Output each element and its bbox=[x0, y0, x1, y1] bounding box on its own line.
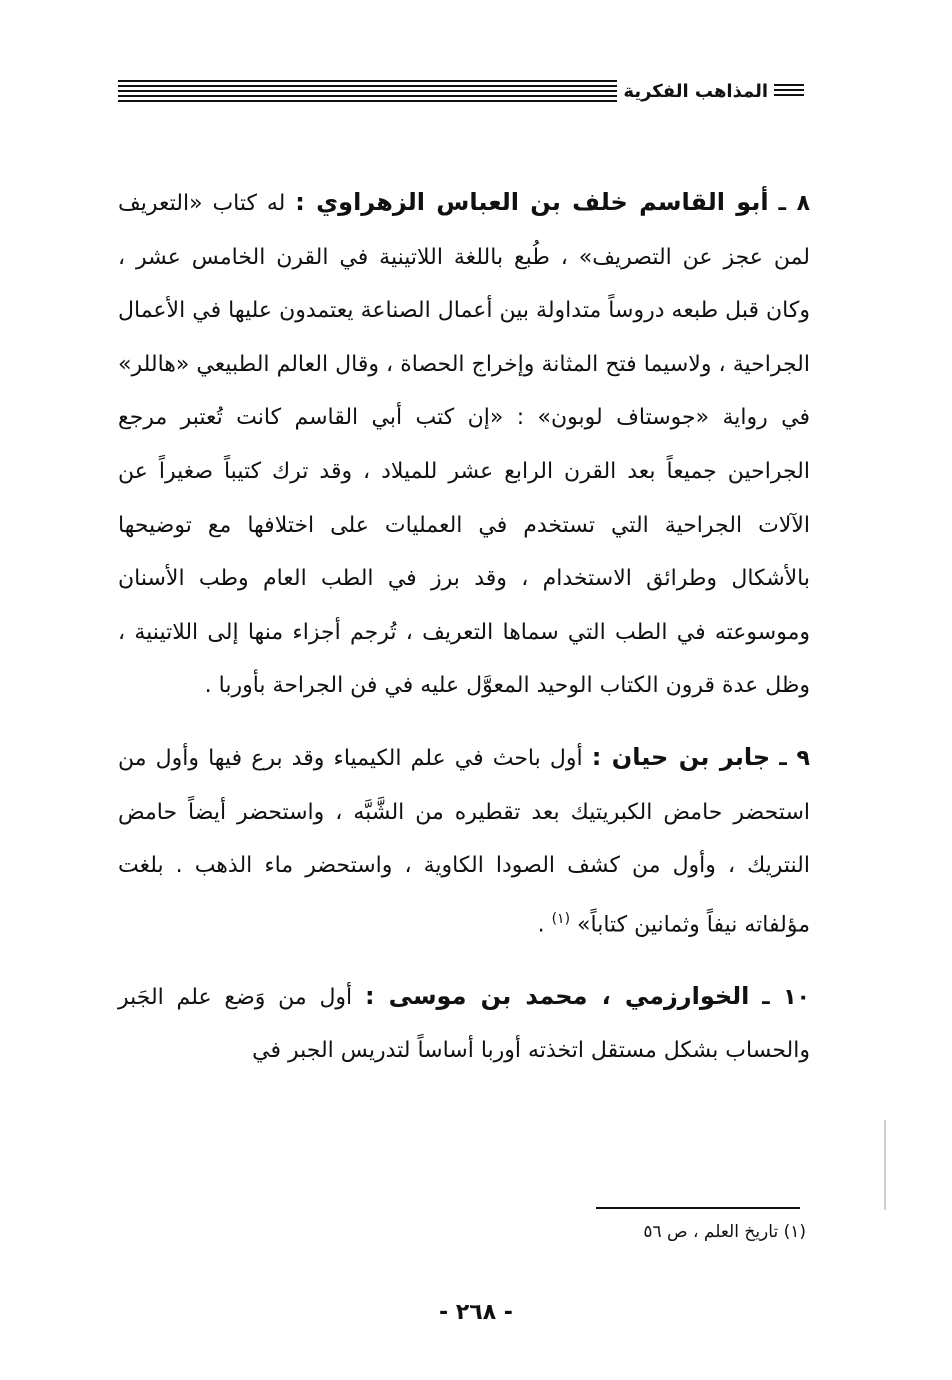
footnote-reference[interactable]: (١) bbox=[551, 910, 571, 927]
entry-8 bbox=[118, 176, 810, 713]
page-number: - ٢٦٨ - bbox=[439, 1300, 513, 1325]
header-rule-long bbox=[118, 80, 617, 102]
entry-10 bbox=[118, 970, 810, 1078]
entry-number: ٨ ـ bbox=[778, 191, 810, 216]
entry-number: ١٠ ـ bbox=[762, 984, 810, 1010]
entry-name: الخوارزمي ، محمد بن موسى : bbox=[364, 981, 750, 1010]
entry-9 bbox=[118, 731, 810, 952]
entry-number: ٩ ـ bbox=[779, 745, 810, 771]
header-title: المذاهب الفكرية bbox=[623, 80, 768, 102]
running-header bbox=[118, 76, 804, 106]
entry-text: أول من وَضع علم الجَبر والحساب بشكل مستقل اتخذته أوربا أساساً لتدريس الجبر في bbox=[118, 984, 810, 1064]
main-text bbox=[118, 176, 810, 1078]
entry-text-end: . bbox=[537, 912, 545, 938]
footnote-divider bbox=[596, 1207, 800, 1209]
entry-name: جابر بن حيان : bbox=[591, 742, 771, 771]
entry-text: له كتاب «التعريف لمن عجز عن التصريف» ، طُبع باللغة اللاتينية في القرن الخامس عشر ، وكان قبل طبعه دروساً متداولة بين أعمال الصناعة يعتمدون عليها في الأعمال الجراحية ، ولاسيما فتح المثانة وإخراج الحصاة ، وقال العالم الطبيعي «هاللر» في رواية «جوستاف لوبون» : «إن كتب أبي القاسم كانت تُعتبر مرجع الجراحين جميعاً بعد القرن الرابع عشر للميلاد ، وقد ترك كتيباً صغيراً عن الآلات الجراحية التي تستخدم في العمليات على اختلافها مع توضيحها بالأشكال وطرائق الاستخدام ، وقد برز في الطب العام وطب الأسنان وموسوعته في الطب التي سماها التعريف ، تُرجم أجزاء منها إلى اللاتينية ، وظل عدة قرون الكتاب الوحيد المعوَّل عليه في فن الجراحة بأوربا . bbox=[118, 191, 810, 699]
entry-name: أبو القاسم خلف بن العباس الزهراوي : bbox=[295, 188, 769, 216]
footnote: (١) تاريخ العلم ، ص ٥٦ bbox=[643, 1222, 806, 1242]
header-rule-short bbox=[774, 84, 804, 98]
entry-text: أول باحث في علم الكيمياء وقد برع فيها وأول من استحضر حامض الكبريتيك بعد تقطيره من الشَّبَّه ، واستحضر أيضاً حامض النتريك ، وأول من كشف الصودا الكاوية ، واستحضر ماء الذهب . بلغت مؤلفاته نيفاً وثمانين كتاباً» bbox=[118, 745, 810, 938]
scan-margin-mark bbox=[884, 1120, 886, 1210]
